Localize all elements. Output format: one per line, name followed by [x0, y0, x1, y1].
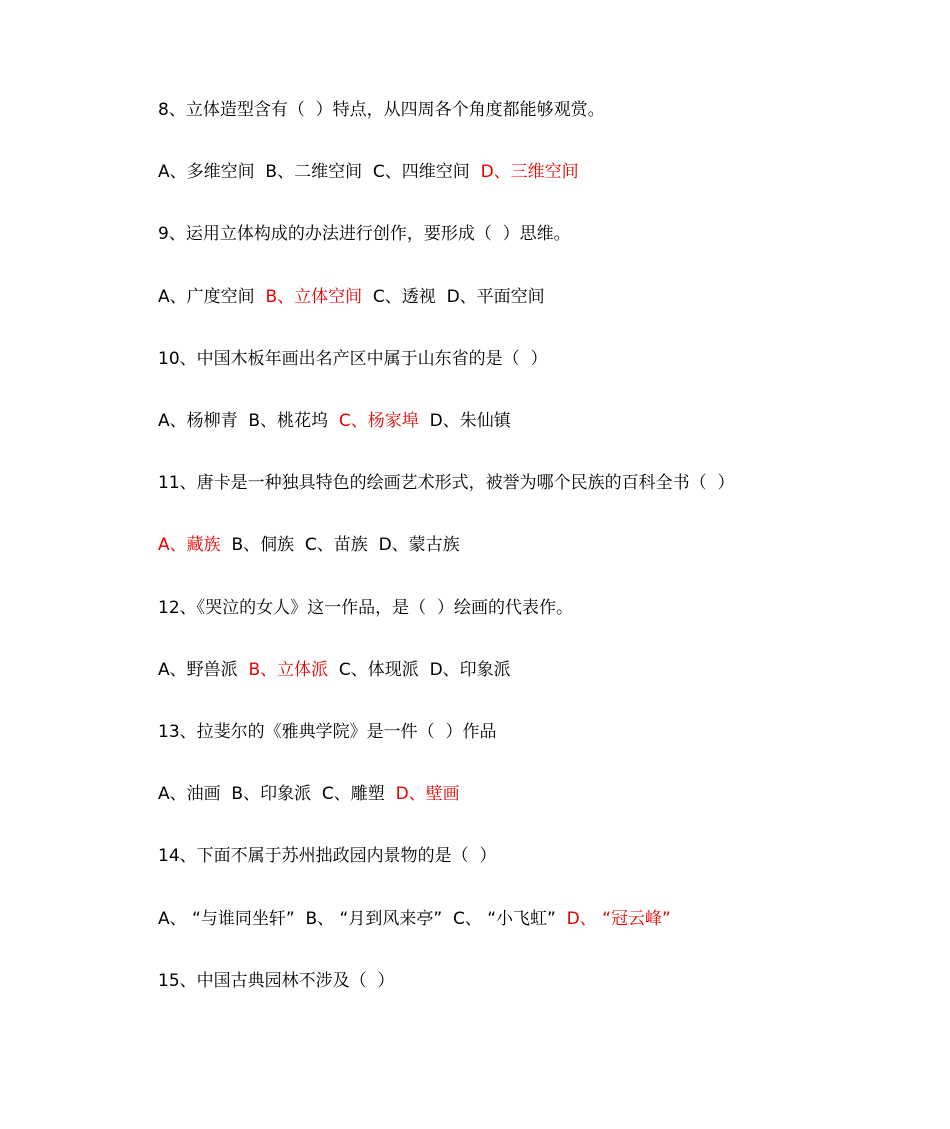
answer-text: B、立体空间: [265, 287, 363, 307]
question-line: [158, 348, 547, 370]
question-line: [158, 99, 605, 121]
answer-text: A、藏族: [158, 535, 221, 555]
answer-text: D、三维空间: [480, 162, 579, 182]
text-segment: 8、立体造型含有（ ）特点，从四周各个角度都能够观赏。: [158, 100, 605, 120]
text-segment: C、透视 D、平面空间: [362, 287, 545, 307]
options-line: [158, 783, 460, 805]
question-line: [158, 970, 394, 992]
text-segment: 9、运用立体构成的办法进行创作，要形成（ ）思维。: [158, 224, 571, 244]
question-line: [158, 472, 734, 494]
text-segment: 10、中国木板年画出名产区中属于山东省的是（ ）: [158, 349, 548, 369]
text-segment: A、多维空间 B、二维空间 C、四维空间: [158, 162, 481, 182]
text-segment: A、 “与谁同坐轩” B、 “月到风来亭” C、 “小飞虹”: [158, 909, 567, 929]
text-segment: 14、下面不属于苏州拙政园内景物的是（ ）: [158, 846, 497, 866]
question-line: [158, 845, 496, 867]
text-segment: 12、《哭泣的女人》这一作品，是（ ）绘画的代表作。: [158, 598, 573, 618]
answer-text: D、壁画: [395, 784, 460, 804]
text-segment: A、野兽派: [158, 660, 249, 680]
question-line: [158, 721, 496, 743]
answer-text: C、杨家埠: [338, 411, 419, 431]
text-segment: D、朱仙镇: [418, 411, 511, 431]
text-segment: 15、中国古典园林不涉及（ ）: [158, 971, 395, 991]
options-line: [158, 534, 460, 556]
options-line: [158, 659, 511, 681]
text-segment: A、杨柳青 B、桃花坞: [158, 411, 339, 431]
text-segment: A、广度空间: [158, 287, 266, 307]
options-line: [158, 410, 511, 432]
options-line: [158, 908, 671, 930]
text-segment: B、侗族 C、苗族 D、蒙古族: [220, 535, 460, 555]
answer-text: B、立体派: [248, 660, 329, 680]
options-line: [158, 286, 545, 308]
question-line: [158, 597, 573, 619]
text-segment: 13、拉斐尔的《雅典学院》是一件（ ）作品: [158, 722, 497, 742]
text-segment: A、油画 B、印象派 C、雕塑: [158, 784, 396, 804]
answer-text: D、 “冠云峰”: [566, 909, 671, 929]
text-segment: C、体现派 D、印象派: [328, 660, 511, 680]
options-line: [158, 161, 579, 183]
text-segment: 11、唐卡是一种独具特色的绘画艺术形式，被誉为哪个民族的百科全书（ ）: [158, 473, 735, 493]
question-line: [158, 223, 571, 245]
